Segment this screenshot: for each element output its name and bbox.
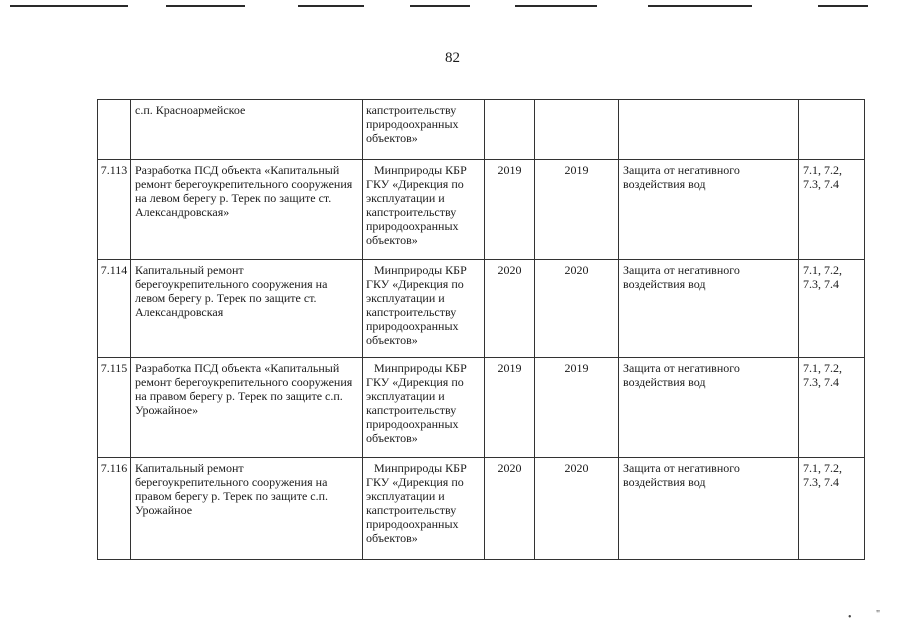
responsible-executor-cell	[363, 260, 485, 358]
indicators-cell: 7.1, 7.2, 7.3, 7.4	[799, 458, 865, 560]
start-year-cell: 2020	[485, 260, 535, 358]
measure-name-cell: Разработка ПСД объекта «Капитальный ремонт берегоукрепительного сооружения на левом берегу р. Терек по защите ст. Александровская»	[131, 160, 363, 260]
end-year-cell	[535, 100, 619, 160]
indicators-cell: 7.1, 7.2, 7.3, 7.4	[799, 358, 865, 458]
responsible-line: ГКУ «Дирекция по	[366, 475, 464, 489]
indicators-cell	[799, 100, 865, 160]
goal-cell: Защита от негативного воздействия вод	[619, 358, 799, 458]
end-year-cell: 2019	[535, 160, 619, 260]
start-year-cell: 2019	[485, 160, 535, 260]
responsible-line: капстроительству	[366, 305, 457, 319]
goal-cell: Защита от негативного воздействия вод	[619, 160, 799, 260]
item-number-cell: 7.115	[98, 358, 131, 458]
responsible-line: природоохранных	[366, 517, 459, 531]
responsible-line: эксплуатации и	[366, 489, 445, 503]
scan-artifact-line	[166, 5, 245, 7]
indicators-cell: 7.1, 7.2, 7.3, 7.4	[799, 160, 865, 260]
scan-artifact-dot: •	[848, 612, 852, 623]
responsible-line: эксплуатации и	[366, 191, 445, 205]
start-year-cell	[485, 100, 535, 160]
responsible-line: капстроительству	[366, 205, 457, 219]
table-row	[98, 358, 865, 458]
responsible-line: эксплуатации и	[366, 389, 445, 403]
scan-artifact-line	[410, 5, 470, 7]
end-year-cell: 2020	[535, 260, 619, 358]
responsible-executor-cell	[363, 100, 485, 160]
indicators-cell: 7.1, 7.2, 7.3, 7.4	[799, 260, 865, 358]
responsible-line: Минприроды КБР	[374, 263, 467, 277]
responsible-line: объектов»	[366, 531, 418, 545]
goal-cell: Защита от негативного воздействия вод	[619, 260, 799, 358]
responsible-line: капстроительству	[366, 403, 457, 417]
item-number-cell: 7.113	[98, 160, 131, 260]
responsible-line: капстроительству	[366, 503, 457, 517]
responsible-executor-cell	[363, 458, 485, 560]
table-row	[98, 260, 865, 358]
scan-artifact-line	[298, 5, 364, 7]
responsible-line: объектов»	[366, 333, 418, 347]
end-year-cell: 2020	[535, 458, 619, 560]
responsible-line: Минприроды КБР	[374, 163, 467, 177]
scan-artifact-line	[818, 5, 868, 7]
responsible-line: объектов»	[366, 233, 418, 247]
measure-name-cell: с.п. Красноармейское	[131, 100, 363, 160]
table-row	[98, 160, 865, 260]
item-number-cell: 7.114	[98, 260, 131, 358]
responsible-line: объектов»	[366, 431, 418, 445]
end-year-cell: 2019	[535, 358, 619, 458]
goal-cell	[619, 100, 799, 160]
responsible-line: объектов»	[366, 131, 418, 145]
measure-name-cell: Капитальный ремонт берегоукрепительного сооружения на левом берегу р. Терек по защите ст. Александровская	[131, 260, 363, 358]
responsible-line: природоохранных	[366, 417, 459, 431]
table-row	[98, 100, 865, 160]
table-row	[98, 458, 865, 560]
page-number: 82	[445, 50, 460, 66]
scan-artifact-dot: "	[876, 609, 881, 620]
start-year-cell: 2019	[485, 358, 535, 458]
item-number-cell: 7.116	[98, 458, 131, 560]
scan-artifact-line	[648, 5, 752, 7]
responsible-line: природоохранных	[366, 219, 459, 233]
measure-name-cell: Капитальный ремонт берегоукрепительного сооружения на правом берегу р. Терек по защите с.п. Урожайное	[131, 458, 363, 560]
responsible-line: эксплуатации и	[366, 291, 445, 305]
responsible-line: ГКУ «Дирекция по	[366, 375, 464, 389]
program-measures-table	[97, 99, 865, 560]
responsible-line: ГКУ «Дирекция по	[366, 277, 464, 291]
item-number-cell	[98, 100, 131, 160]
start-year-cell: 2020	[485, 458, 535, 560]
scan-artifact-line	[515, 5, 597, 7]
goal-cell: Защита от негативного воздействия вод	[619, 458, 799, 560]
responsible-line: капстроительству	[366, 103, 457, 117]
responsible-line: природоохранных	[366, 319, 459, 333]
responsible-line: Минприроды КБР	[374, 361, 467, 375]
responsible-line: ГКУ «Дирекция по	[366, 177, 464, 191]
measure-name-cell: Разработка ПСД объекта «Капитальный ремонт берегоукрепительного сооружения на правом берегу р. Терек по защите с.п. Урожайное»	[131, 358, 363, 458]
responsible-executor-cell	[363, 160, 485, 260]
responsible-line: природоохранных	[366, 117, 459, 131]
scan-artifact-line	[10, 5, 128, 7]
responsible-line: Минприроды КБР	[374, 461, 467, 475]
responsible-executor-cell	[363, 358, 485, 458]
